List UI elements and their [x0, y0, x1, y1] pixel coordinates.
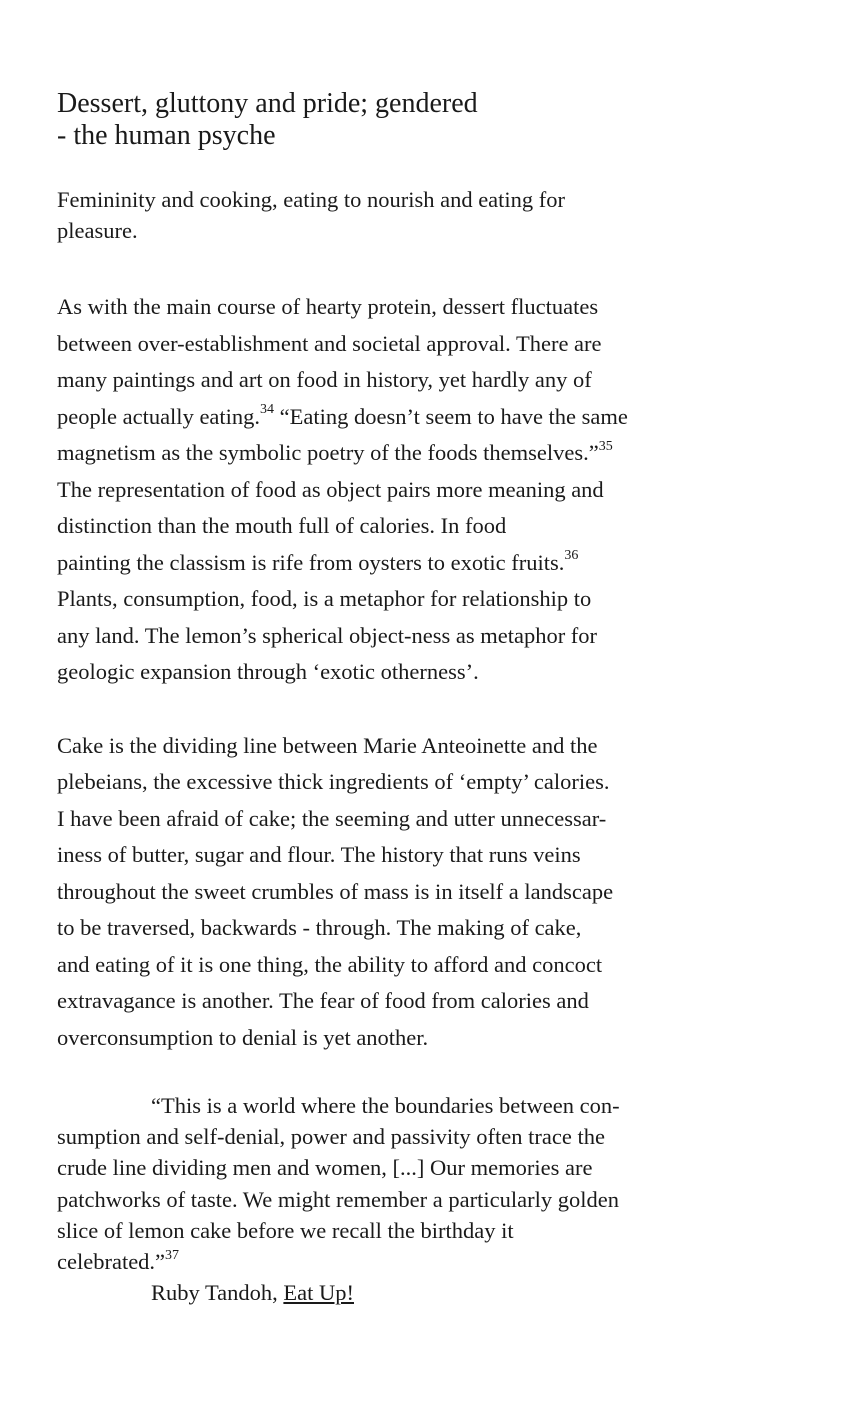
paragraph-line: plebeians, the excessive thick ingredients of ‘empty’ calories. — [57, 769, 610, 794]
paragraph-line: many paintings and art on food in history, yet hardly any of — [57, 367, 592, 392]
paragraph-line: geologic expansion through ‘exotic otherness’. — [57, 659, 479, 684]
section-subtitle — [57, 184, 777, 246]
paragraph-line: throughout the sweet crumbles of mass is in itself a landscape — [57, 878, 614, 904]
paragraph-line: Cake is the dividing line between Marie Anteoinette and the — [57, 732, 598, 758]
footnote-ref-37: 37 — [165, 1247, 180, 1263]
paragraph-line: Plants, consumption, food, is a metaphor for relationship to — [57, 586, 592, 611]
paragraph-cake — [57, 728, 777, 1057]
paragraph-line: As with the main course of hearty protein, dessert fluctuates — [57, 294, 599, 319]
footnote-ref-35: 35 — [598, 438, 613, 454]
paragraph-line: any land. The lemon’s spherical object-ness as metaphor for — [57, 622, 598, 648]
quote-book-title: Eat Up! — [283, 1280, 354, 1306]
block-quote — [57, 1090, 777, 1308]
quote-attribution — [57, 1277, 777, 1308]
quote-line: slice of lemon cake before we recall the birthday it — [57, 1217, 514, 1243]
footnote-ref-36: 36 — [564, 548, 579, 563]
quote-line — [57, 1246, 777, 1277]
paragraph-line: distinction than the mouth full of calories. In food — [57, 513, 507, 538]
paragraph-text: people actually eating. — [57, 403, 261, 429]
footnote-ref-34: 34 — [260, 402, 275, 417]
paragraph-line: and eating of it is one thing, the ability to afford and concoct — [57, 951, 603, 977]
section-title-line-2: - the human psyche — [57, 120, 276, 151]
paragraph-line: extravagance is another. The fear of food from calories and — [57, 988, 589, 1013]
paragraph-line: to be traversed, backwards - through. The making of cake, — [57, 915, 582, 940]
subtitle-line-1: Femininity and cooking, eating to nourish and eating for — [57, 187, 566, 212]
quote-text: celebrated.” — [57, 1249, 166, 1275]
paragraph-line: overconsumption to denial is yet another. — [57, 1024, 429, 1050]
quote-line: “This is a world where the boundaries between con- — [151, 1093, 620, 1118]
quote-line: sumption and self-denial, power and passivity often trace the — [57, 1124, 605, 1150]
section-title — [57, 88, 777, 152]
paragraph-text: painting the classism is rife from oysters to exotic fruits. — [57, 549, 565, 575]
paragraph-art-and-food — [57, 289, 777, 691]
paragraph-line — [57, 545, 777, 582]
paragraph-text: “Eating doesn’t seem to have the same — [274, 403, 628, 429]
paragraph-line: iness of butter, sugar and flour. The history that runs veins — [57, 842, 581, 867]
quote-line: crude line dividing men and women, [...] Our memories are — [57, 1155, 593, 1181]
quote-line: patchworks of taste. We might remember a particularly golden — [57, 1186, 619, 1212]
paragraph-line: The representation of food as object pairs more meaning and — [57, 476, 604, 502]
subtitle-line-2: pleasure. — [57, 218, 138, 243]
paragraph-line: between over-establishment and societal approval. There are — [57, 330, 602, 356]
section-title-line-1: Dessert, gluttony and pride; gendered — [57, 88, 478, 119]
paragraph-line — [57, 399, 777, 436]
document-page — [57, 88, 777, 1308]
paragraph-line — [57, 435, 777, 472]
quote-author: Ruby Tandoh, — [151, 1280, 284, 1306]
paragraph-text: magnetism as the symbolic poetry of the foods themselves.” — [57, 440, 599, 465]
paragraph-line: I have been afraid of cake; the seeming and utter unnecessar- — [57, 805, 607, 831]
